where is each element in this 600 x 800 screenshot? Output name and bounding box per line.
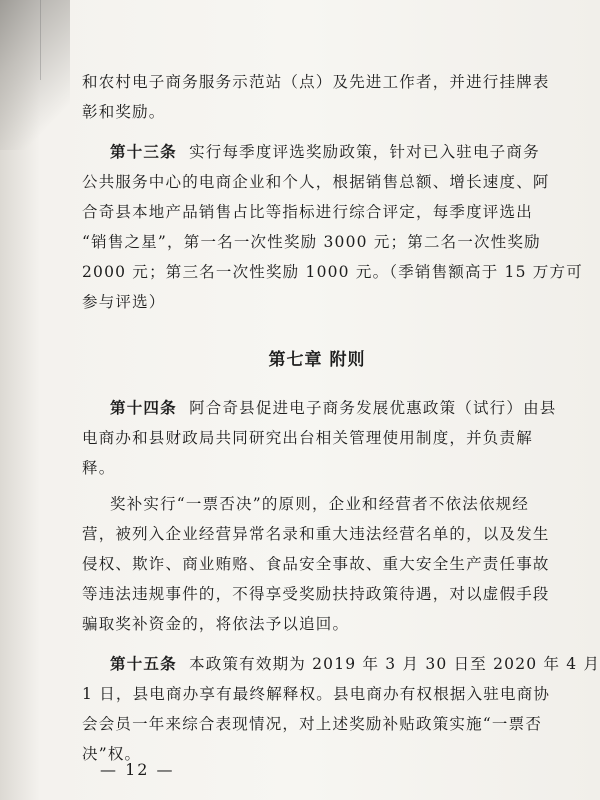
text-line: 彰和奖励。 [82, 103, 166, 121]
article-13-text: 实行每季度评选奖励政策，针对已入驻电子商务 [189, 143, 540, 161]
text-line: 和农村电子商务服务示范站（点）及先进工作者，并进行挂牌表 [82, 73, 550, 91]
text-line: “销售之星”，第一名一次性奖励 3000 元；第二名一次性奖励 [82, 233, 541, 251]
article-15-text: 本政策有效期为 2019 年 3 月 30 日至 2020 年 4 月 [189, 655, 600, 673]
text-line: 决”权。 [82, 745, 142, 763]
article-15-line-1 [110, 654, 600, 674]
text-line: 2000 元；第三名一次性奖励 1000 元。（季销售额高于 15 万方可 [82, 263, 583, 281]
text-line: 骗取奖补资金的，将依法予以追回。 [82, 615, 350, 633]
text-line: 会会员一年来综合表现情况，对上述奖励补贴政策实施“一票否 [82, 715, 543, 733]
text-line: 奖补实行“一票否决”的原则，企业和经营者不依法依规经 [110, 495, 530, 513]
text-line: 释。 [82, 459, 116, 477]
article-14-text: 阿合奇县促进电子商务发展优惠政策（试行）由县 [189, 399, 557, 417]
text-line: 等违法违规事件的，不得享受奖励扶持政策待遇，对以虚假手段 [82, 585, 550, 603]
text-line: 电商办和县财政局共同研究出台相关管理使用制度，并负责解 [82, 429, 533, 447]
page-number: — 12 — [100, 760, 175, 779]
text-line: 参与评选） [82, 293, 166, 311]
text-line: 合奇县本地产品销售占比等指标进行综合评定，每季度评选出 [82, 203, 533, 221]
text-line: 1 日，县电商办享有最终解释权。县电商办有权根据入驻电商协 [82, 685, 551, 703]
chapter-heading: 第七章 附则 [268, 350, 366, 370]
article-14-line-1 [110, 398, 556, 418]
page-corner-edge [0, 0, 41, 80]
article-15-label: 第十五条 [110, 654, 177, 673]
article-14-label: 第十四条 [110, 398, 177, 417]
text-line: 侵权、欺诈、商业贿赂、食品安全事故、重大安全生产责任事故 [82, 555, 550, 573]
text-line: 公共服务中心的电商企业和个人，根据销售总额、增长速度、阿 [82, 173, 550, 191]
article-13-line-1 [110, 142, 540, 162]
text-line: 营，被列入企业经营异常名录和重大违法经营名单的，以及发生 [82, 525, 550, 543]
article-13-label: 第十三条 [110, 142, 177, 161]
